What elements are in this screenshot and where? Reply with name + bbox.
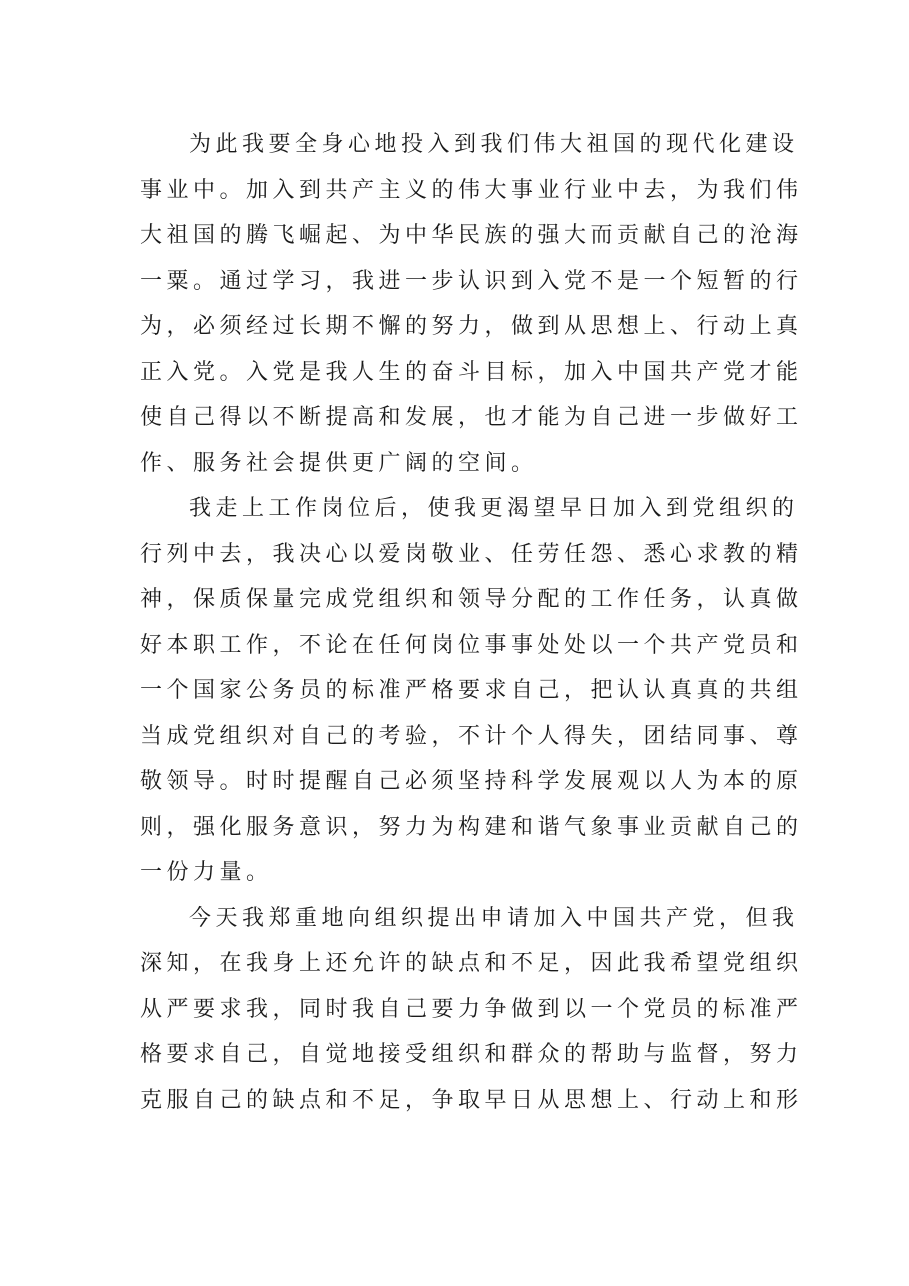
paragraph-2 bbox=[140, 486, 803, 896]
text-line: 行列中去，我决心以爱岗敬业、任劳任怨、悉心求教的精 bbox=[140, 541, 803, 567]
text-line: 当成党组织对自己的考验，不计个人得失，团结同事、尊 bbox=[140, 723, 803, 749]
text-line: 则，强化服务意识，努力为构建和谐气象事业贡献自己的 bbox=[140, 814, 803, 840]
text-line: 大祖国的腾飞崛起、为中华民族的强大而贡献自己的沧海 bbox=[140, 223, 803, 248]
paragraph-1 bbox=[140, 122, 803, 486]
text-line: 今天我郑重地向组织提出申请加入中国共产党，但我 bbox=[189, 905, 799, 931]
text-line: 为，必须经过长期不懈的努力，做到从思想上、行动上真 bbox=[140, 314, 803, 339]
text-line: 为此我要全身心地投入到我们伟大祖国的现代化建设 bbox=[189, 132, 799, 157]
paragraph-3 bbox=[140, 896, 803, 1124]
text-line: 深知，在我身上还允许的缺点和不足，因此我希望党组织 bbox=[140, 951, 803, 976]
text-line: 作、服务社会提供更广阔的空间。 bbox=[140, 450, 538, 476]
text-line: 好本职工作，不论在任何岗位事事处处以一个共产党员和 bbox=[140, 632, 803, 658]
document-body bbox=[140, 122, 803, 1123]
text-line: 使自己得以不断提高和发展，也才能为自己进一步做好工 bbox=[140, 405, 803, 430]
text-line: 正入党。入党是我人生的奋斗目标，加入中国共产党才能 bbox=[140, 359, 803, 385]
text-line: 从严要求我，同时我自己要力争做到以一个党员的标准严 bbox=[140, 996, 803, 1022]
text-line: 敬领导。时时提醒自己必须坚持科学发展观以人为本的原 bbox=[140, 769, 803, 794]
text-line: 一粟。通过学习，我进一步认识到入党不是一个短暂的行 bbox=[140, 268, 803, 294]
text-line: 克服自己的缺点和不足，争取早日从思想上、行动上和形 bbox=[140, 1087, 803, 1113]
text-line: 事业中。加入到共产主义的伟大事业行业中去，为我们伟 bbox=[140, 177, 803, 203]
text-line: 我走上工作岗位后，使我更渴望早日加入到党组织的 bbox=[189, 496, 799, 521]
text-line: 一个国家公务员的标准严格要求自己，把认认真真的共组 bbox=[140, 678, 803, 703]
text-line: 一份力量。 bbox=[140, 860, 273, 885]
text-line: 格要求自己，自觉地接受组织和群众的帮助与监督，努力 bbox=[140, 1042, 803, 1067]
text-line: 神，保质保量完成党组织和领导分配的工作任务，认真做 bbox=[140, 587, 803, 612]
